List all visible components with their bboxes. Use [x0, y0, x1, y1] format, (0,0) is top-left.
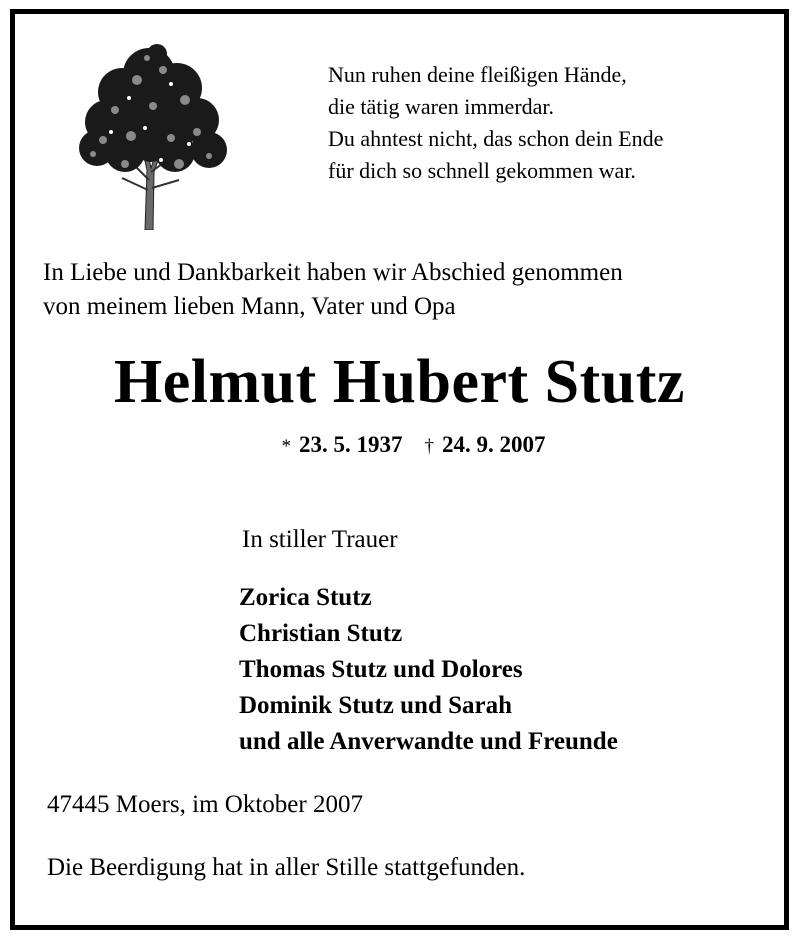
poem-verse: [328, 59, 663, 187]
mourner-name: Thomas Stutz und Dolores: [239, 656, 523, 683]
obituary-notice: [10, 9, 789, 930]
mourner-name: Zorica Stutz: [239, 584, 372, 611]
death-date: 24. 9. 2007: [442, 432, 546, 457]
poem-line: für dich so schnell gekommen war.: [328, 158, 636, 183]
farewell-intro: [43, 256, 623, 324]
mourner-name: und alle Anverwandte und Freunde: [239, 728, 618, 755]
birth-star-icon: *: [281, 436, 291, 457]
poem-line: Du ahntest nicht, das schon dein Ende: [328, 126, 664, 151]
mourner-name: Dominik Stutz und Sarah: [239, 692, 512, 719]
place-and-date: 47445 Moers, im Oktober 2007: [47, 791, 363, 818]
poem-line: die tätig waren immerdar.: [328, 94, 555, 119]
burial-note: Die Beerdigung hat in aller Stille stattgefunden.: [47, 854, 526, 881]
death-cross-icon: †: [424, 436, 434, 457]
intro-line: In Liebe und Dankbarkeit haben wir Abschied genommen: [43, 259, 623, 286]
intro-line: von meinem lieben Mann, Vater und Opa: [43, 293, 456, 320]
life-dates: [15, 432, 784, 458]
mourner-name: Christian Stutz: [239, 620, 403, 647]
tree-icon: [67, 40, 232, 230]
deceased-name: Helmut Hubert Stutz: [114, 348, 685, 416]
mourning-label: In stiller Trauer: [242, 526, 398, 553]
birth-date: 23. 5. 1937: [299, 432, 403, 457]
poem-line: Nun ruhen deine fleißigen Hände,: [328, 62, 627, 87]
mourners-list: [239, 580, 618, 760]
